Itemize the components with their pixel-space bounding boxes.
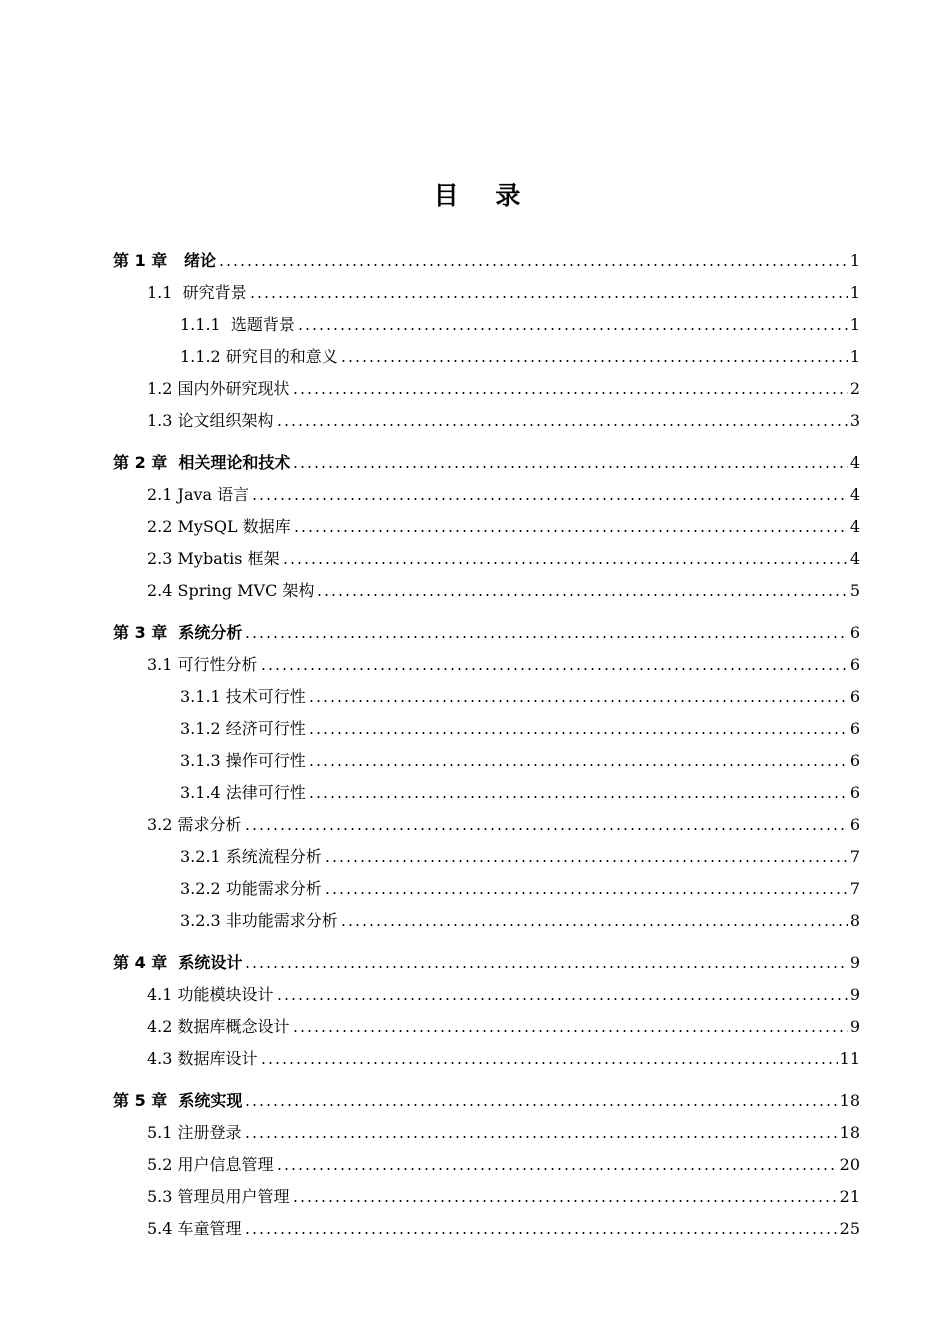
toc-section-entry[interactable] [147,652,860,676]
toc-entry-label: 4.3 数据库设计 [147,1049,258,1068]
toc-page-number: 4 [849,453,860,472]
toc-entry-label: 5.2 用户信息管理 [147,1155,274,1174]
toc-entry-label: 3.1.3 操作可行性 [180,751,306,770]
toc-entry-label: 3.2.1 系统流程分析 [180,847,322,866]
toc-entry-label: 1.3 论文组织架构 [147,411,274,430]
toc-entry-label: 3.2.3 非功能需求分析 [180,911,338,930]
toc-entry-label: 5.4 车童管理 [147,1219,242,1238]
toc-entry-label: 3.2 需求分析 [147,815,242,834]
dot-leader [218,263,848,267]
dot-leader [282,561,848,565]
toc-section-entry[interactable] [147,376,860,400]
dot-leader [297,327,848,331]
dot-leader [308,699,848,703]
toc-entry-label: 第 3 章 系统分析 [113,623,243,642]
dot-leader [308,731,848,735]
dot-leader [249,295,848,299]
toc-section-entry[interactable] [180,684,860,708]
toc-section-entry[interactable] [147,578,860,602]
dot-leader [276,997,848,1001]
toc-section-entry[interactable] [147,1014,860,1038]
toc-page-number: 9 [849,985,860,1004]
toc-page-number: 1 [849,315,860,334]
toc-section-entry[interactable] [147,1046,860,1070]
dot-leader [276,1167,838,1171]
toc-entry-label: 3.2.2 功能需求分析 [180,879,322,898]
toc-page-number: 1 [849,283,860,302]
toc-page-number: 8 [849,911,860,930]
dot-leader [292,1029,848,1033]
toc-page-number: 5 [849,581,860,600]
toc-page-number: 25 [839,1219,860,1238]
toc-page-number: 20 [839,1155,860,1174]
toc-entry-label: 2.1 Java 语言 [147,485,250,504]
page-title: 目 录 [433,181,535,210]
toc-page-number: 4 [849,549,860,568]
toc-page-number: 3 [849,411,860,430]
toc-section-entry[interactable] [147,482,860,506]
toc-section-entry[interactable] [147,408,860,432]
toc-section-entry[interactable] [180,908,860,932]
toc-page-number: 7 [849,847,860,866]
toc-entry-label: 2.2 MySQL 数据库 [147,517,291,536]
toc-entry-label: 5.3 管理员用户管理 [147,1187,290,1206]
toc-section-entry[interactable] [180,780,860,804]
toc-page-number: 18 [839,1123,860,1142]
dot-leader [260,1061,838,1065]
toc-page-number: 6 [849,783,860,802]
toc-section-entry[interactable] [147,812,860,836]
dot-leader [251,497,848,501]
toc-entry-label: 3.1.2 经济可行性 [180,719,306,738]
toc-page-number: 9 [849,1017,860,1036]
toc-entry-label: 1.1 研究背景 [147,283,247,302]
toc-entry-label: 4.2 数据库概念设计 [147,1017,290,1036]
dot-leader [308,795,848,799]
dot-leader [276,423,848,427]
dot-leader [324,859,848,863]
toc-page-number: 11 [839,1049,860,1068]
dot-leader [324,891,848,895]
toc-section-entry[interactable] [147,514,860,538]
toc-page-number: 1 [849,347,860,366]
dot-leader [308,763,848,767]
toc-section-entry[interactable] [147,1184,860,1208]
toc-entry-label: 第 1 章 绪论 [113,251,216,270]
toc-section-entry[interactable] [147,280,860,304]
toc-page-number: 6 [849,815,860,834]
toc-page-number: 21 [839,1187,860,1206]
toc-entry-label: 2.4 Spring MVC 架构 [147,581,315,600]
toc-section-entry[interactable] [180,844,860,868]
toc-page-number: 4 [849,485,860,504]
toc-section-entry[interactable] [147,546,860,570]
toc-page-number: 7 [849,879,860,898]
toc-section-entry[interactable] [147,1120,860,1144]
toc-section-entry[interactable] [180,876,860,900]
toc-entry-label: 5.1 注册登录 [147,1123,242,1142]
dot-leader [316,593,847,597]
toc-page-number: 6 [849,623,860,642]
dot-leader [244,965,847,969]
toc-entry-label: 1.2 国内外研究现状 [147,379,290,398]
dot-leader [340,923,848,927]
toc-section-entry[interactable] [147,1152,860,1176]
toc-entry-label: 3.1.1 技术可行性 [180,687,306,706]
toc-entry-label: 3.1 可行性分析 [147,655,258,674]
toc-chapter-entry[interactable] [113,248,860,272]
toc-section-entry[interactable] [180,716,860,740]
toc-entry-label: 第 2 章 相关理论和技术 [113,453,291,472]
dot-leader [244,1103,837,1107]
toc-entry-label: 第 5 章 系统实现 [113,1091,243,1110]
toc-page-number: 2 [849,379,860,398]
dot-leader [340,359,848,363]
toc-section-entry[interactable] [147,982,860,1006]
toc-entry-label: 第 4 章 系统设计 [113,953,243,972]
dot-leader [244,1231,838,1235]
toc-page-number: 4 [849,517,860,536]
dot-leader [292,391,848,395]
toc-section-entry[interactable] [180,748,860,772]
toc-entry-label: 2.3 Mybatis 框架 [147,549,280,568]
toc-entry-label: 1.1.2 研究目的和意义 [180,347,338,366]
dot-leader [244,827,848,831]
dot-leader [244,635,847,639]
toc-page-number: 6 [849,751,860,770]
toc-section-entry[interactable] [180,312,860,336]
toc-section-entry[interactable] [147,1216,860,1240]
toc-entry-label: 3.1.4 法律可行性 [180,783,306,802]
toc-chapter-entry[interactable] [113,950,860,974]
toc-chapter-entry[interactable] [113,1088,860,1112]
toc-chapter-entry[interactable] [113,450,860,474]
toc-section-entry[interactable] [180,344,860,368]
toc-chapter-entry[interactable] [113,620,860,644]
dot-leader [260,667,848,671]
dot-leader [293,529,848,533]
toc-entry-label: 1.1.1 选题背景 [180,315,295,334]
dot-leader [292,465,847,469]
dot-leader [292,1199,838,1203]
toc-page-number: 18 [839,1091,860,1110]
toc-page-number: 6 [849,687,860,706]
toc-entry-label: 4.1 功能模块设计 [147,985,274,1004]
toc-page-number: 6 [849,655,860,674]
toc-page-number: 9 [849,953,860,972]
toc-page-number: 1 [849,251,860,270]
dot-leader [244,1135,838,1139]
toc-page-number: 6 [849,719,860,738]
